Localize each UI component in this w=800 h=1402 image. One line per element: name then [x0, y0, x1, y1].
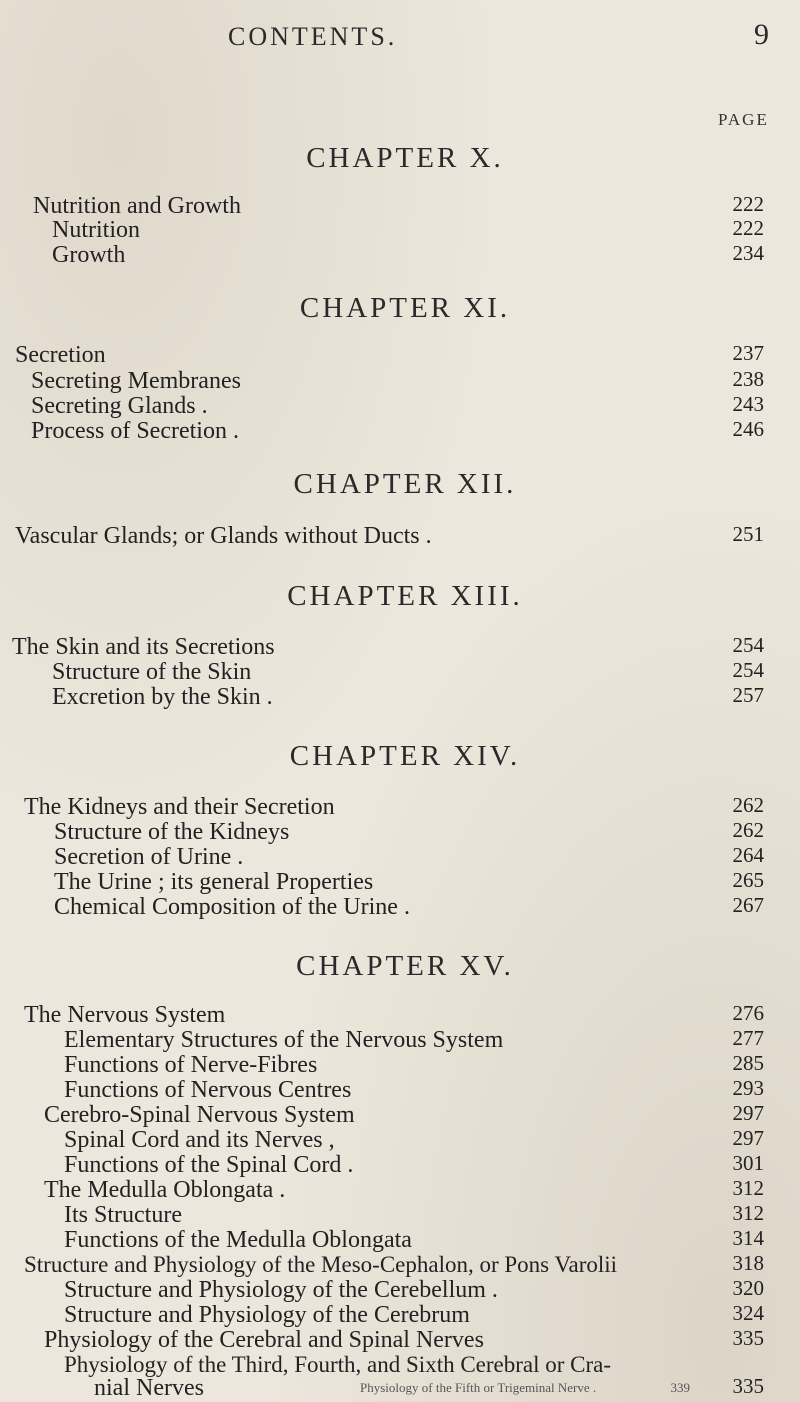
toc-entry: Physiology of the Cerebral and Spinal Nerves [44, 1327, 484, 1353]
toc-page-number: 320 [732, 1276, 764, 1300]
toc-page-number: 254 [732, 633, 764, 657]
chapter-heading: CHAPTER XIV. [289, 740, 521, 772]
toc-page-number: 262 [732, 818, 764, 842]
toc-entry: Vascular Glands; or Glands without Ducts . [15, 523, 432, 549]
toc-page-number: 265 [732, 868, 764, 892]
toc-entry: Its Structure [64, 1202, 182, 1228]
toc-entry: Secretion of Urine . [54, 844, 244, 870]
toc-page-number: 246 [732, 417, 764, 441]
toc-entry: Excretion by the Skin . [52, 684, 273, 710]
toc-page-number: 335 [732, 1326, 764, 1350]
toc-page-number: 314 [732, 1226, 764, 1250]
toc-entry: Elementary Structures of the Nervous System [64, 1027, 504, 1053]
toc-entry: nial Nerves [94, 1375, 204, 1401]
toc-entry: Spinal Cord and its Nerves , [64, 1127, 335, 1153]
chapter-heading: CHAPTER XII. [293, 468, 517, 500]
toc-page-number: 339 [670, 1380, 690, 1395]
running-head: CONTENTS. [228, 22, 398, 51]
toc-page-number: 293 [732, 1076, 764, 1100]
toc-page-number: 222 [732, 216, 764, 240]
toc-entry: Functions of the Spinal Cord . [64, 1152, 354, 1178]
toc-entry: Structure and Physiology of the Cerebellum . [64, 1277, 498, 1303]
toc-page-number: 243 [732, 392, 764, 416]
toc-entry: Cerebro-Spinal Nervous System [44, 1102, 355, 1128]
toc-entry: Process of Secretion . [31, 418, 239, 444]
toc-entry: Physiology of the Third, Fourth, and Sixth Cerebral or Cra- [64, 1352, 612, 1377]
toc-page-number: 297 [732, 1126, 764, 1150]
toc-page-number: 312 [732, 1176, 764, 1200]
toc-entry: Structure and Physiology of the Cerebrum [64, 1302, 470, 1328]
toc-entry: Functions of Nervous Centres [64, 1077, 352, 1103]
chapter-heading: CHAPTER XV. [296, 950, 514, 982]
toc-entry: Growth [52, 242, 126, 268]
page-number: 9 [754, 18, 769, 51]
toc-page-number: 267 [732, 893, 764, 917]
toc-page-number: 222 [732, 192, 764, 216]
toc-page-number: 264 [732, 843, 764, 867]
toc-entry: Nutrition [52, 217, 140, 243]
toc-page-number: 251 [732, 522, 764, 546]
page-column-label: PAGE [718, 110, 769, 129]
page-header [0, 18, 800, 58]
toc-entry: The Kidneys and their Secretion [24, 794, 335, 820]
toc-entry: Chemical Composition of the Urine . [54, 894, 410, 920]
toc-page-number: 285 [732, 1051, 764, 1075]
toc-entry: Structure of the Skin [52, 659, 252, 685]
toc-entry: Secreting Membranes [31, 368, 241, 394]
toc-entry: The Skin and its Secretions [12, 634, 275, 660]
toc-entry: Structure of the Kidneys [54, 819, 290, 845]
toc-page-number: 234 [732, 241, 764, 265]
toc-entry: The Urine ; its general Properties [54, 869, 374, 895]
toc-page-number: 324 [732, 1301, 764, 1325]
chapter-heading: CHAPTER XIII. [287, 580, 523, 612]
toc-page-number: 277 [732, 1026, 764, 1050]
toc-page-number: 297 [732, 1101, 764, 1125]
chapter-heading: CHAPTER XI. [299, 292, 511, 324]
toc-entry: Physiology of the Fifth or Trigeminal Nerve . [360, 1380, 597, 1395]
toc-entry: The Medulla Oblongata . [44, 1177, 286, 1203]
toc-page-number: 335 [732, 1374, 764, 1398]
toc-entry: Secretion [15, 342, 106, 368]
toc-page-number: 262 [732, 793, 764, 817]
toc-page-number: 318 [732, 1251, 764, 1275]
toc-page-number: 301 [732, 1151, 764, 1175]
toc-entry: The Nervous System [24, 1002, 226, 1028]
toc-entry: Secreting Glands . [31, 393, 208, 419]
toc-page-number: 238 [732, 367, 764, 391]
toc-page-number: 276 [732, 1001, 764, 1025]
toc-entry: Functions of Nerve-Fibres [64, 1052, 318, 1078]
toc-entry: Nutrition and Growth [33, 193, 241, 219]
toc-page-number: 257 [732, 683, 764, 707]
toc-entry: Structure and Physiology of the Meso-Cephalon, or Pons Varolii [24, 1252, 618, 1277]
toc-page-number: 254 [732, 658, 764, 682]
toc-entry: Functions of the Medulla Oblongata [64, 1227, 412, 1253]
chapter-heading: CHAPTER X. [306, 142, 504, 174]
toc-page-number: 312 [732, 1201, 764, 1225]
toc-page-number: 237 [732, 341, 764, 365]
